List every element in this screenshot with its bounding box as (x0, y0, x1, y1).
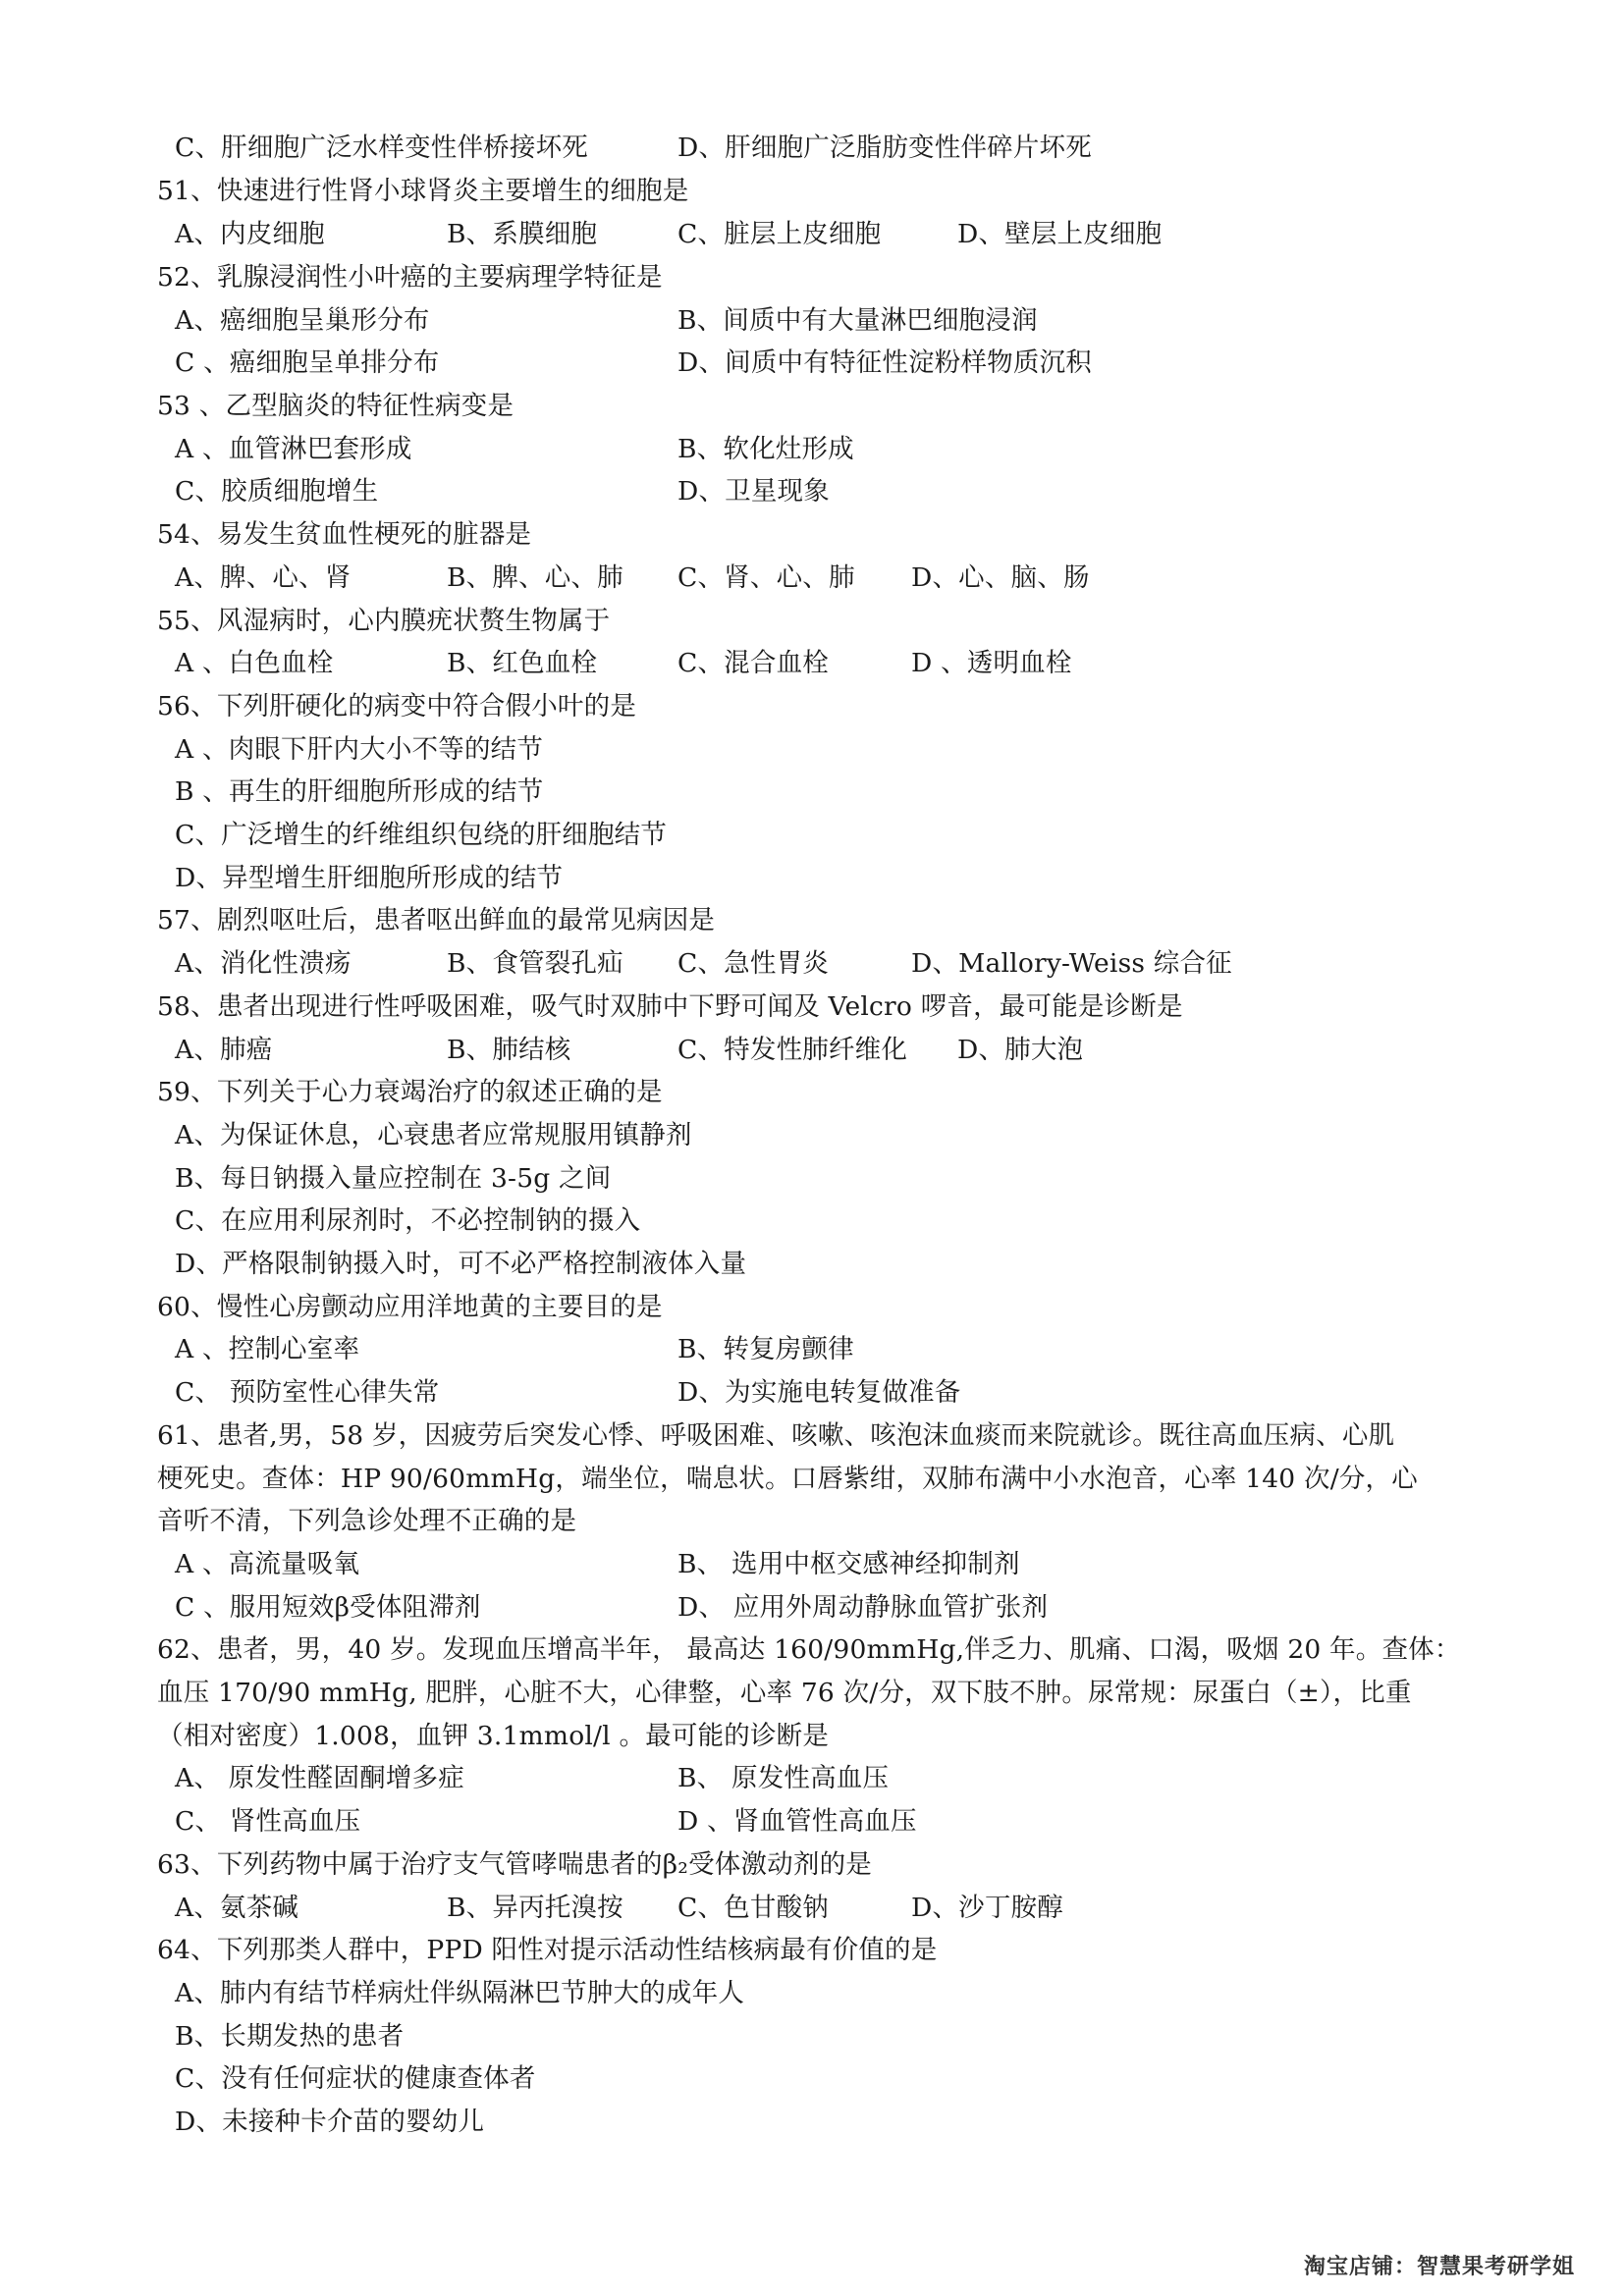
answer-option: A、肺癌 (175, 1035, 273, 1065)
question-text: 52、乳腺浸润性小叶癌的主要病理学特征是 (157, 262, 663, 293)
answer-option: B、食管裂孔疝 (447, 948, 623, 979)
answer-option: C、没有任何症状的健康查体者 (175, 2063, 536, 2094)
answer-option: C、肝细胞广泛水样变性伴桥接坏死 (175, 133, 588, 163)
question-text: 62、患者，男，40 岁。发现血压增高半年， 最高达 160/90mmHg,伴乏力、肌痛、口渴，吸烟 20 年。查体： (157, 1634, 1461, 1665)
question-text: 57、剧烈呕吐后，患者呕出鲜血的最常见病因是 (157, 905, 716, 935)
answer-option: A、内皮细胞 (175, 219, 325, 249)
answer-option: A 、控制心室率 (175, 1334, 360, 1364)
answer-option: B、系膜细胞 (447, 219, 598, 249)
question-text: 59、下列关于心力衰竭治疗的叙述正确的是 (157, 1077, 663, 1107)
answer-option: C 、服用短效β受体阻滞剂 (175, 1592, 481, 1623)
answer-option: D、卫星现象 (677, 476, 830, 507)
answer-option: A、消化性溃疡 (175, 948, 352, 979)
answer-option: B、间质中有大量淋巴细胞浸润 (677, 305, 1038, 336)
question-text: 梗死史。查体：HP 90/60mmHg，端坐位，喘息状。口唇紫绀，双肺布满中小水泡音，心率 140 次/分，心 (157, 1464, 1418, 1494)
question-text: 血压 170/90 mmHg, 肥胖，心脏不大，心律整，心率 76 次/分，双下肢不肿。尿常规：尿蛋白（±），比重 (157, 1678, 1412, 1708)
answer-option: B、每日钠摄入量应控制在 3-5g 之间 (175, 1163, 612, 1194)
question-text: 音听不清，下列急诊处理不正确的是 (157, 1506, 577, 1536)
answer-option: D 、肾血管性高血压 (677, 1806, 917, 1837)
answer-option: B、异丙托溴按 (447, 1893, 623, 1923)
question-text: 64、下列那类人群中，PPD 阳性对提示活动性结核病最有价值的是 (157, 1935, 938, 1965)
answer-option: A、肺内有结节样病灶伴纵隔淋巴节肿大的成年人 (175, 1978, 745, 2008)
answer-option: A 、高流量吸氧 (175, 1549, 360, 1579)
question-text: （相对密度）1.008，血钾 3.1mmol/l 。最可能的诊断是 (157, 1721, 830, 1751)
answer-option: C、色甘酸钠 (677, 1893, 829, 1923)
answer-option: B、红色血栓 (447, 648, 598, 678)
answer-option: C、广泛增生的纤维组织包绕的肝细胞结节 (175, 820, 668, 850)
question-text: 61、患者,男，58 岁，因疲劳后突发心悸、呼吸困难、咳嗽、咳泡沫血痰而来院就诊。既往高血压病、心肌 (157, 1420, 1395, 1451)
question-text: 54、易发生贫血性梗死的脏器是 (157, 519, 532, 550)
answer-option: B、脾、心、肺 (447, 562, 623, 593)
answer-option: D、心、脑、肠 (911, 562, 1090, 593)
question-text: 63、下列药物中属于治疗支气管哮喘患者的β₂受体激动剂的是 (157, 1849, 872, 1880)
question-text: 51、快速进行性肾小球肾炎主要增生的细胞是 (157, 176, 689, 206)
answer-option: D、为实施电转复做准备 (677, 1377, 961, 1408)
answer-option: A 、白色血栓 (175, 648, 334, 678)
question-text: 53 、乙型脑炎的特征性病变是 (157, 391, 514, 421)
answer-option: D、未接种卡介苗的婴幼儿 (175, 2107, 485, 2137)
answer-option: D、间质中有特征性淀粉样物质沉积 (677, 347, 1092, 378)
answer-option: D、异型增生肝细胞所形成的结节 (175, 863, 564, 893)
answer-option: B、肺结核 (447, 1035, 571, 1065)
answer-option: C 、癌细胞呈单排分布 (175, 347, 440, 378)
answer-option: C、肾、心、肺 (677, 562, 855, 593)
answer-option: A 、血管淋巴套形成 (175, 434, 412, 464)
question-text: 56、下列肝硬化的病变中符合假小叶的是 (157, 691, 637, 721)
answer-option: D、肝细胞广泛脂肪变性伴碎片坏死 (677, 133, 1092, 163)
answer-option: D、Mallory-Weiss 综合征 (911, 948, 1232, 979)
question-text: 58、患者出现进行性呼吸困难，吸气时双肺中下野可闻及 Velcro 啰音，最可能是诊断是 (157, 991, 1183, 1022)
answer-option: C、在应用利尿剂时，不必控制钠的摄入 (175, 1205, 641, 1236)
answer-option: C、 肾性高血压 (175, 1806, 361, 1837)
answer-option: A、氨茶碱 (175, 1893, 299, 1923)
answer-option: C、脏层上皮细胞 (677, 219, 882, 249)
answer-option: B、转复房颤律 (677, 1334, 854, 1364)
answer-option: B、软化灶形成 (677, 434, 854, 464)
answer-option: B、 选用中枢交感神经抑制剂 (677, 1549, 1020, 1579)
question-text: 60、慢性心房颤动应用洋地黄的主要目的是 (157, 1292, 663, 1322)
answer-option: D、壁层上皮细胞 (957, 219, 1163, 249)
answer-option: C、 预防室性心律失常 (175, 1377, 440, 1408)
answer-option: C、特发性肺纤维化 (677, 1035, 908, 1065)
answer-option: D 、透明血栓 (911, 648, 1072, 678)
answer-option: A 、肉眼下肝内大小不等的结节 (175, 734, 544, 765)
answer-option: D、严格限制钠摄入时，可不必严格控制液体入量 (175, 1249, 747, 1279)
answer-option: A、 原发性醛固酮增多症 (175, 1763, 464, 1793)
answer-option: D、肺大泡 (957, 1035, 1084, 1065)
footer-watermark: 淘宝店铺：智慧果考研学姐 (1303, 2255, 1575, 2279)
answer-option: B、 原发性高血压 (677, 1763, 890, 1793)
answer-option: B 、再生的肝细胞所形成的结节 (175, 776, 544, 807)
answer-option: C、急性胃炎 (677, 948, 829, 979)
answer-option: D、沙丁胺醇 (911, 1893, 1063, 1923)
answer-option: C、胶质细胞增生 (175, 476, 379, 507)
answer-option: C、混合血栓 (677, 648, 829, 678)
answer-option: D、 应用外周动静脉血管扩张剂 (677, 1592, 1049, 1623)
question-text: 55、风湿病时，心内膜疣状赘生物属于 (157, 606, 611, 636)
answer-option: A、癌细胞呈巢形分布 (175, 305, 430, 336)
answer-option: A、脾、心、肾 (175, 562, 352, 593)
answer-option: A、为保证休息，心衰患者应常规服用镇静剂 (175, 1120, 692, 1150)
answer-option: B、长期发热的患者 (175, 2021, 405, 2052)
